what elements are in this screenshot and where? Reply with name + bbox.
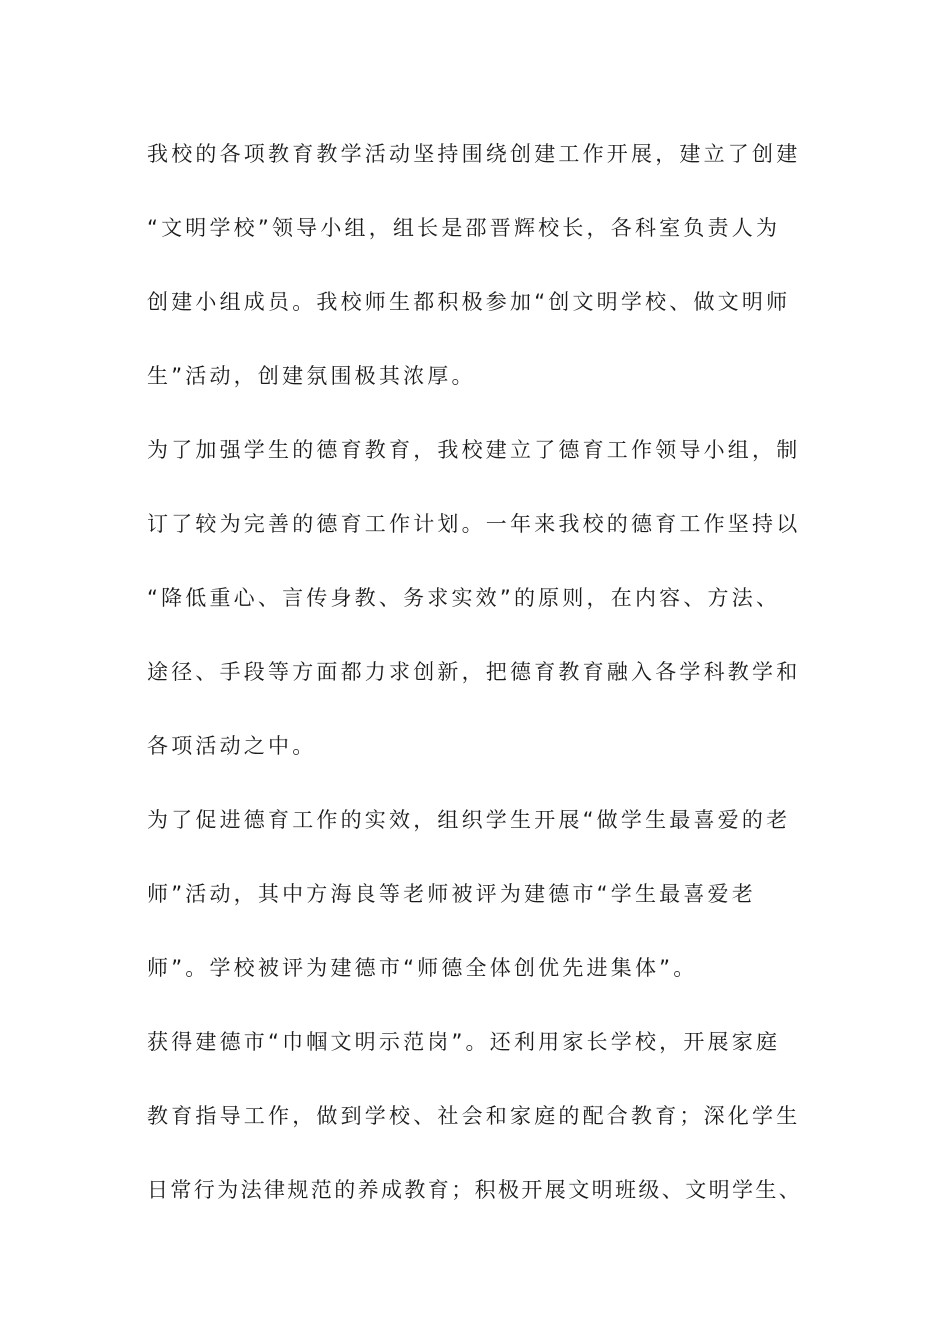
- body-text: [147, 132, 827, 1242]
- text-line: 创建小组成员。我校师生都积极参加“创文明学校、做文明师: [147, 290, 791, 314]
- text-line: “降低重心、言传身教、务求实效”的原则，在内容、方法、: [147, 586, 781, 610]
- text-line: 我校的各项教育教学活动坚持围绕创建工作开展，建立了创建: [147, 142, 801, 166]
- text-line: “文明学校”领导小组，组长是邵晋辉校长，各科室负责人为: [147, 216, 781, 240]
- text-line: 途径、手段等方面都力求创新，把德育教育融入各学科教学和: [147, 660, 801, 684]
- text-line: 日常行为法律规范的养成教育；积极开展文明班级、文明学生、: [147, 1178, 803, 1202]
- text-line: 获得建德市“巾帼文明示范岗”。还利用家长学校，开展家庭: [147, 1030, 781, 1054]
- text-line: 教育指导工作，做到学校、社会和家庭的配合教育；深化学生: [147, 1104, 801, 1128]
- text-line: 师”。学校被评为建德市“师德全体创优先进集体”。: [147, 956, 698, 980]
- text-line: 各项活动之中。: [147, 734, 317, 758]
- text-line: 为了加强学生的德育教育，我校建立了德育工作领导小组，制: [147, 438, 801, 462]
- text-line: 师”活动，其中方海良等老师被评为建德市“学生最喜爱老: [147, 882, 756, 906]
- text-line: 生”活动，创建氛围极其浓厚。: [147, 364, 476, 388]
- text-line: 订了较为完善的德育工作计划。一年来我校的德育工作坚持以: [147, 512, 801, 536]
- text-line: 为了促进德育工作的实效，组织学生开展“做学生最喜爱的老: [147, 808, 791, 832]
